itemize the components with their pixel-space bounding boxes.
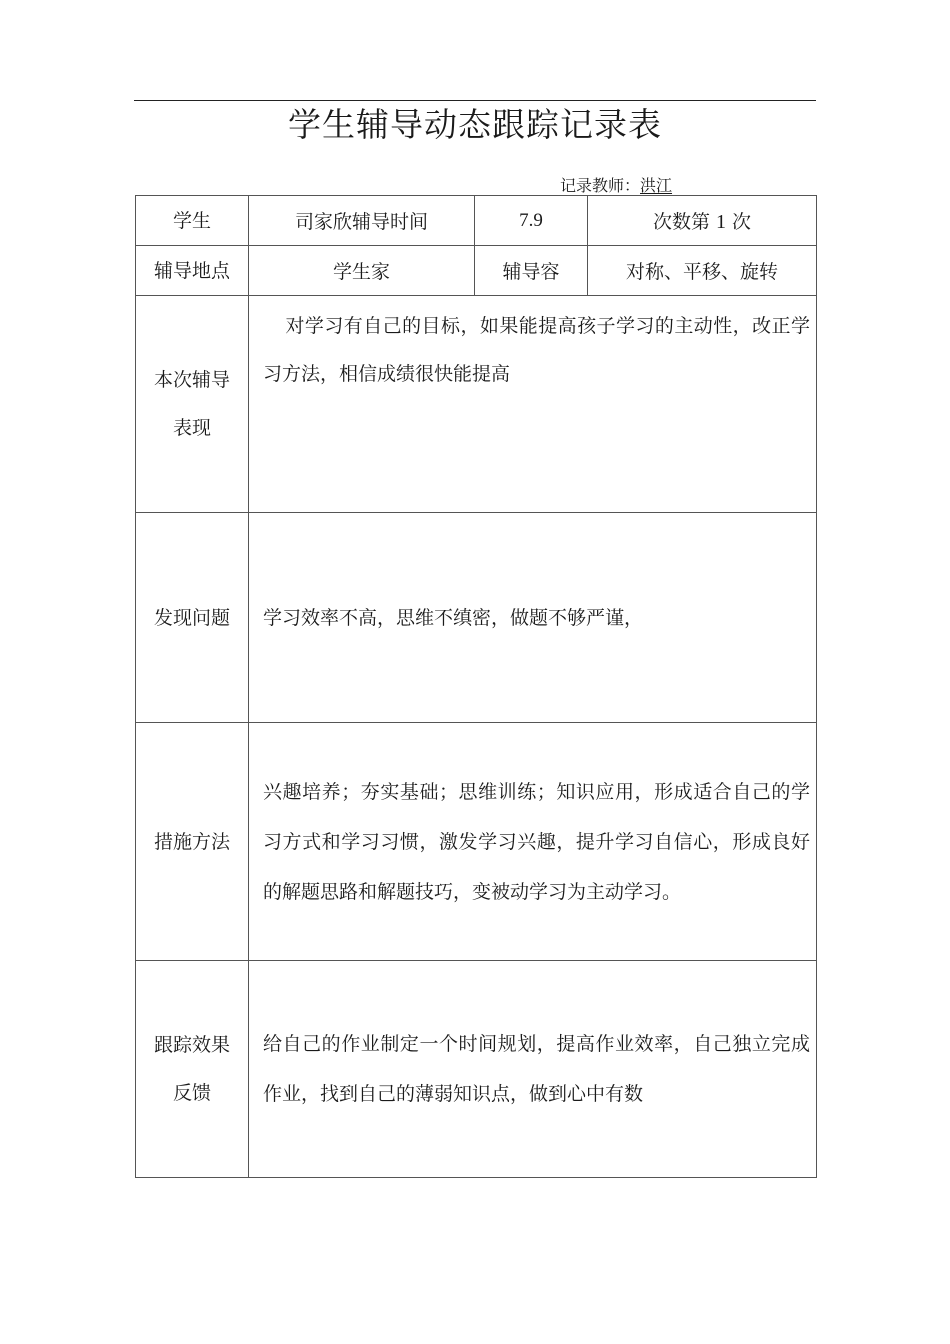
table-row-student [136, 196, 817, 246]
count-value: 1 [716, 211, 726, 233]
recorder-line [560, 176, 672, 196]
time-value-cell: 7.9 [475, 196, 588, 246]
content-value-cell: 对称、平移、旋转 [588, 246, 817, 296]
recorder-name: 洪江 [640, 176, 673, 195]
feedback-label-line1: 跟踪效果 [153, 1034, 230, 1056]
page-title: 学生辅导动态跟踪记录表 [288, 105, 662, 144]
issues-text-cell: 学习效率不高，思维不缜密，做题不够严谨， [249, 513, 817, 723]
tracking-record-table [135, 195, 817, 1178]
issues-label-cell: 发现问题 [136, 513, 249, 723]
recorder-label: 记录教师： [560, 176, 641, 195]
content-label-cell: 辅导容 [475, 246, 588, 296]
performance-text: 对学习有自己的目标，如果能提高孩子学习的主动性，改正学习方法，相信成绩很快能提高 [263, 315, 810, 385]
performance-label-line1: 本次辅导 [153, 369, 230, 391]
feedback-label-line2: 反馈 [172, 1082, 211, 1104]
location-value-cell: 学生家 [249, 246, 475, 296]
count-prefix: 次数第 [652, 211, 710, 233]
table-row-performance [136, 296, 817, 513]
location-label-cell: 辅导地点 [136, 246, 249, 296]
measures-text-cell: 兴趣培养；夯实基础；思维训练；知识应用，形成适合自己的学习方式和学习习惯，激发学习兴趣，提升学习自信心，形成良好的解题思路和解题技巧，变被动学习为主动学习。 [249, 723, 817, 961]
feedback-label-cell [136, 961, 249, 1178]
measures-label-cell: 措施方法 [136, 723, 249, 961]
feedback-text-cell: 给自己的作业制定一个时间规划，提高作业效率，自己独立完成作业，找到自己的薄弱知识点，做到心中有数 [249, 961, 817, 1178]
performance-label-line2: 表现 [172, 417, 211, 439]
performance-label-cell [136, 296, 249, 513]
student-label-cell: 学生 [136, 196, 249, 246]
table-row-issues [136, 513, 817, 723]
count-suffix: 次 [732, 211, 752, 233]
table-row-location [136, 246, 817, 296]
student-name-time-cell: 司家欣辅导时间 [249, 196, 475, 246]
count-cell [588, 196, 817, 246]
performance-text-cell [249, 296, 817, 513]
table-row-feedback [136, 961, 817, 1178]
table-row-measures [136, 723, 817, 961]
top-divider [134, 100, 816, 101]
